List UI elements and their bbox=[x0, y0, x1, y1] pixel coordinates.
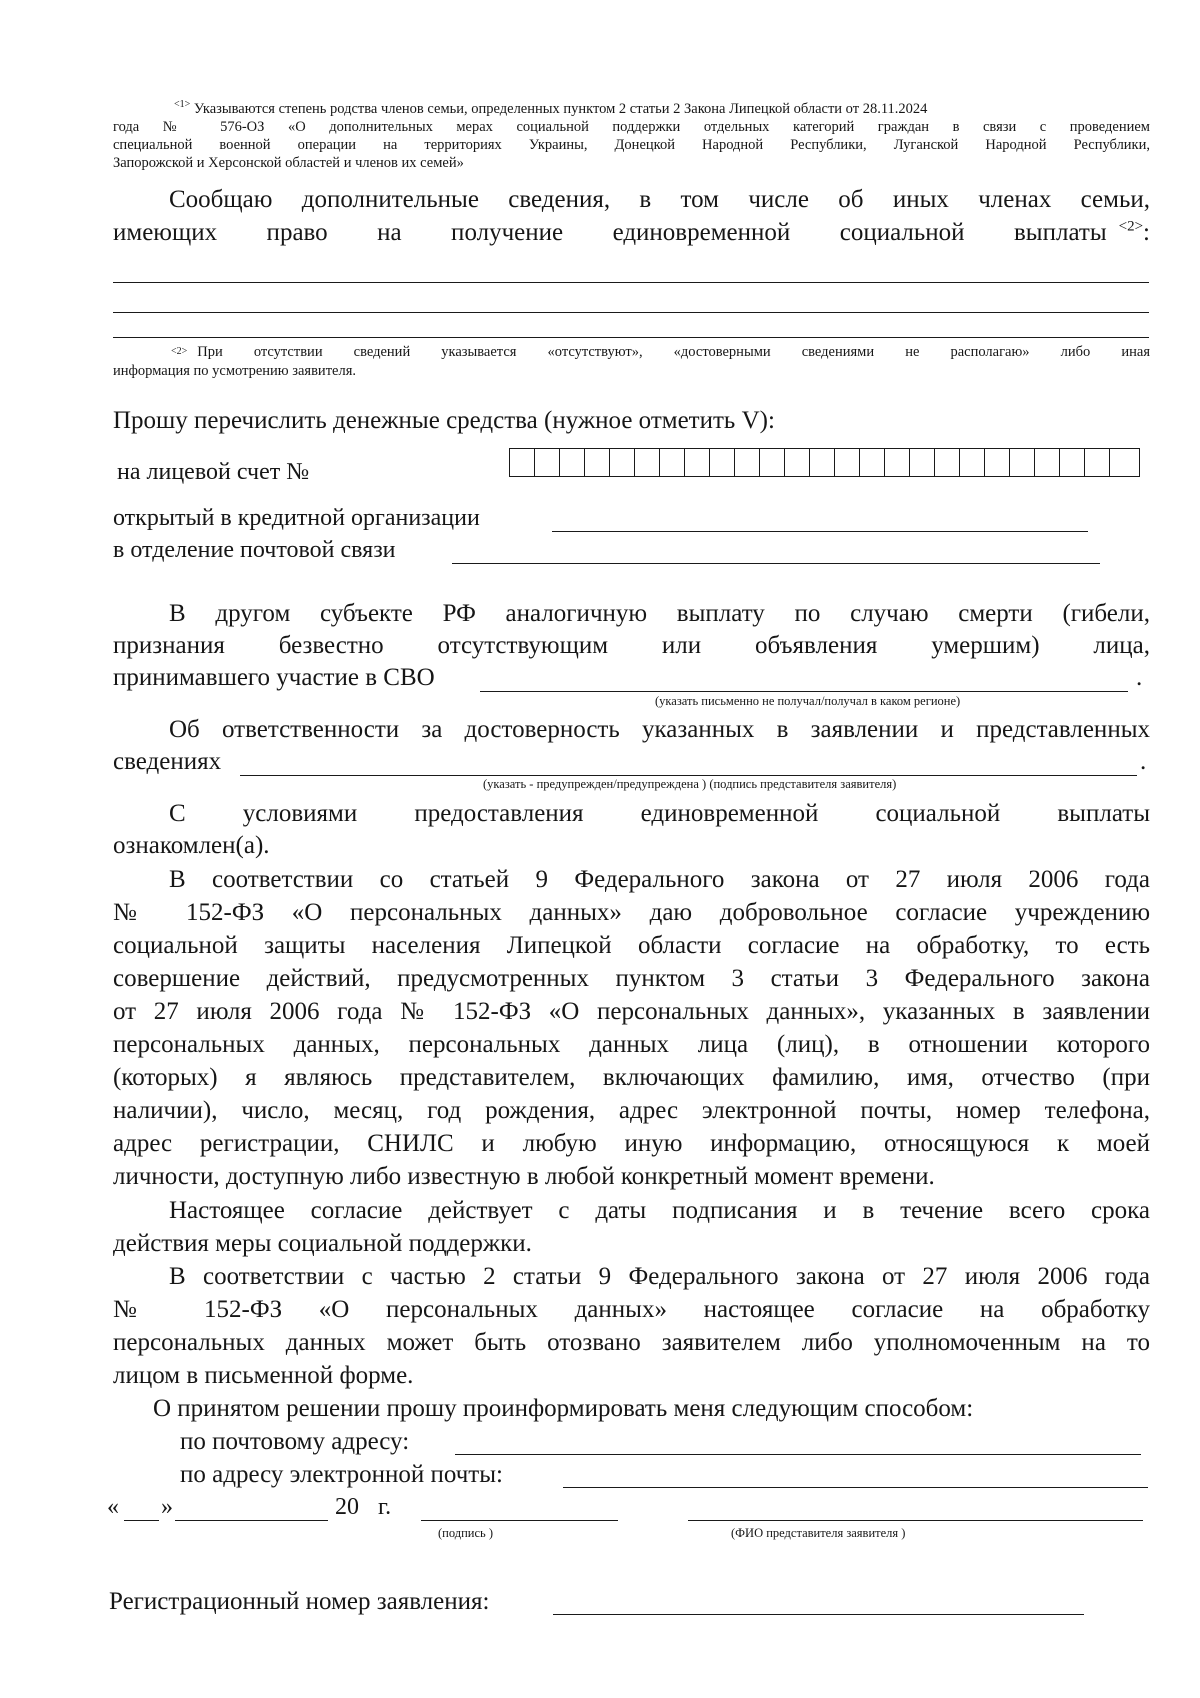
conditions-line-2: ознакомлен(а). bbox=[113, 832, 270, 859]
revocation-line-2: № 152-ФЗ «О персональных данных» настоящее согласие на обработку bbox=[113, 1296, 1150, 1323]
revocation-line-3: персональных данных может быть отозвано заявителем либо уполномоченным на то bbox=[113, 1329, 1150, 1356]
date-close-quote: » bbox=[161, 1494, 173, 1520]
revocation-line-4: лицом в письменной форме. bbox=[113, 1362, 414, 1389]
responsibility-field[interactable] bbox=[240, 749, 1137, 776]
additional-info-blank-1[interactable] bbox=[113, 282, 1149, 283]
other-region-line-2: признания безвестно отсутствующим или объявления умершим) лица, bbox=[113, 632, 1150, 659]
other-region-line-3: принимавшего участие в СВО bbox=[113, 664, 435, 691]
consent-line-8: наличии), число, месяц, год рождения, адрес электронной почты, номер телефона, bbox=[113, 1097, 1150, 1124]
footnote-2-text-1: При отсутствии сведений указывается «отсутствуют», «достоверными сведениями не располагаю» либо иная bbox=[197, 344, 1150, 360]
additional-info-blank-2[interactable] bbox=[113, 312, 1149, 313]
additional-info-blank-3[interactable] bbox=[113, 337, 1149, 338]
date-year-suffix: г. bbox=[378, 1494, 392, 1520]
notification-intro: О принятом решении прошу проинформировать меня следующим способом: bbox=[153, 1395, 974, 1422]
responsibility-line-1: Об ответственности за достоверность указанных в заявлении и представленных bbox=[169, 716, 1150, 743]
consent-line-1: В соответствии со статьей 9 Федерального закона от 27 июля 2006 года bbox=[169, 866, 1150, 893]
consent-line-5: от 27 июля 2006 года № 152-ФЗ «О персональных данных», указанных в заявлении bbox=[113, 998, 1150, 1025]
consent-line-4: совершение действий, предусмотренных пунктом 3 статьи 3 Федерального закона bbox=[113, 965, 1150, 992]
footnote-1-line-2: года № 576-ОЗ «О дополнительных мерах социальной поддержки отдельных категорий граждан в связи с проведением bbox=[113, 119, 1150, 135]
bank-field[interactable] bbox=[552, 505, 1088, 532]
consent-line-2: № 152-ФЗ «О персональных данных» даю добровольное согласие учреждению bbox=[113, 899, 1150, 926]
other-region-field[interactable] bbox=[480, 665, 1128, 692]
additional-info-text: имеющих право на получение единовременной социальной выплаты bbox=[113, 219, 1107, 246]
date-open-quote: « bbox=[107, 1494, 119, 1520]
revocation-line-1: В соответствии с частью 2 статьи 9 Федерального закона от 27 июля 2006 года bbox=[169, 1263, 1150, 1290]
postal-address-label: по почтовому адресу: bbox=[180, 1428, 410, 1455]
footnote-1-line-3: специальной военной операции на территориях Украины, Донецкой Народной Республики, Луганской Народной Республики, bbox=[113, 137, 1150, 153]
email-label: по адресу электронной почты: bbox=[180, 1461, 503, 1488]
footnote-2-line-1 bbox=[113, 343, 1150, 361]
date-month-field[interactable] bbox=[175, 1494, 328, 1521]
conditions-line-1: С условиями предоставления единовременной социальной выплаты bbox=[169, 800, 1150, 827]
footnote-1-line-1 bbox=[174, 100, 927, 118]
footnote-1-marker: <1> bbox=[174, 99, 191, 111]
additional-info-line-1: Сообщаю дополнительные сведения, в том числе об иных членах семьи, bbox=[169, 186, 1150, 213]
representative-name-field[interactable] bbox=[688, 1494, 1143, 1521]
footnote-1-text-1: Указываются степень родства членов семьи, определенных пунктом 2 статьи 2 Закона Липецкой области от 28.11.2024 bbox=[193, 101, 928, 117]
date-year-field[interactable] bbox=[362, 1494, 376, 1520]
other-region-hint: (указать письменно не получал/получал в каком регионе) bbox=[655, 694, 961, 708]
responsibility-line-2: сведениях bbox=[113, 748, 222, 775]
footnote-2-marker: <2> bbox=[171, 346, 188, 357]
signature-field[interactable] bbox=[421, 1494, 618, 1521]
payment-request: Прошу перечислить денежные средства (нужное отметить V): bbox=[113, 407, 775, 434]
bank-label: открытый в кредитной организации bbox=[113, 505, 480, 531]
account-number-boxes[interactable] bbox=[509, 448, 1140, 477]
validity-line-2: действия меры социальной поддержки. bbox=[113, 1230, 532, 1257]
postal-address-field[interactable] bbox=[455, 1428, 1141, 1455]
validity-line-1: Настоящее согласие действует с даты подписания и в течение всего срока bbox=[169, 1197, 1150, 1224]
post-office-field[interactable] bbox=[452, 537, 1100, 564]
registration-label: Регистрационный номер заявления: bbox=[109, 1588, 490, 1615]
consent-line-3: социальной защиты населения Липецкой области согласие на обработку, то есть bbox=[113, 932, 1150, 959]
consent-line-6: персональных данных, персональных данных лица (лиц), в отношении которого bbox=[113, 1031, 1150, 1058]
representative-name-hint: (ФИО представителя заявителя ) bbox=[731, 1526, 906, 1540]
responsibility-hint: (указать - предупрежден/предупреждена ) (подпись представителя заявителя) bbox=[483, 777, 897, 791]
date-year-prefix: 20 bbox=[335, 1494, 359, 1520]
account-label: на лицевой счет № bbox=[117, 459, 310, 485]
other-region-period: . bbox=[1136, 664, 1143, 691]
footnote-1-line-4: Запорожской и Херсонской областей и членов их семей» bbox=[113, 155, 464, 171]
consent-line-7: (которых) я являюсь представителем, включающих фамилию, имя, отчество (при bbox=[113, 1064, 1150, 1091]
additional-info-marker: <2> bbox=[1118, 218, 1144, 235]
other-region-line-1: В другом субъекте РФ аналогичную выплату по случаю смерти (гибели, bbox=[169, 600, 1150, 627]
email-field[interactable] bbox=[563, 1461, 1148, 1488]
responsibility-period: . bbox=[1140, 748, 1147, 775]
registration-number-field[interactable] bbox=[553, 1588, 1084, 1615]
consent-line-10: личности, доступную либо известную в любой конкретный момент времени. bbox=[113, 1163, 935, 1190]
date-day-field[interactable] bbox=[124, 1494, 159, 1521]
additional-info-line-2 bbox=[113, 217, 1150, 249]
post-office-label: в отделение почтовой связи bbox=[113, 537, 396, 563]
additional-info-colon: : bbox=[1143, 219, 1150, 246]
signature-hint: (подпись ) bbox=[438, 1526, 494, 1540]
footnote-2-line-2: информация по усмотрению заявителя. bbox=[113, 363, 356, 379]
consent-line-9: адрес регистрации, СНИЛС и любую иную информацию, относящуюся к моей bbox=[113, 1130, 1150, 1157]
